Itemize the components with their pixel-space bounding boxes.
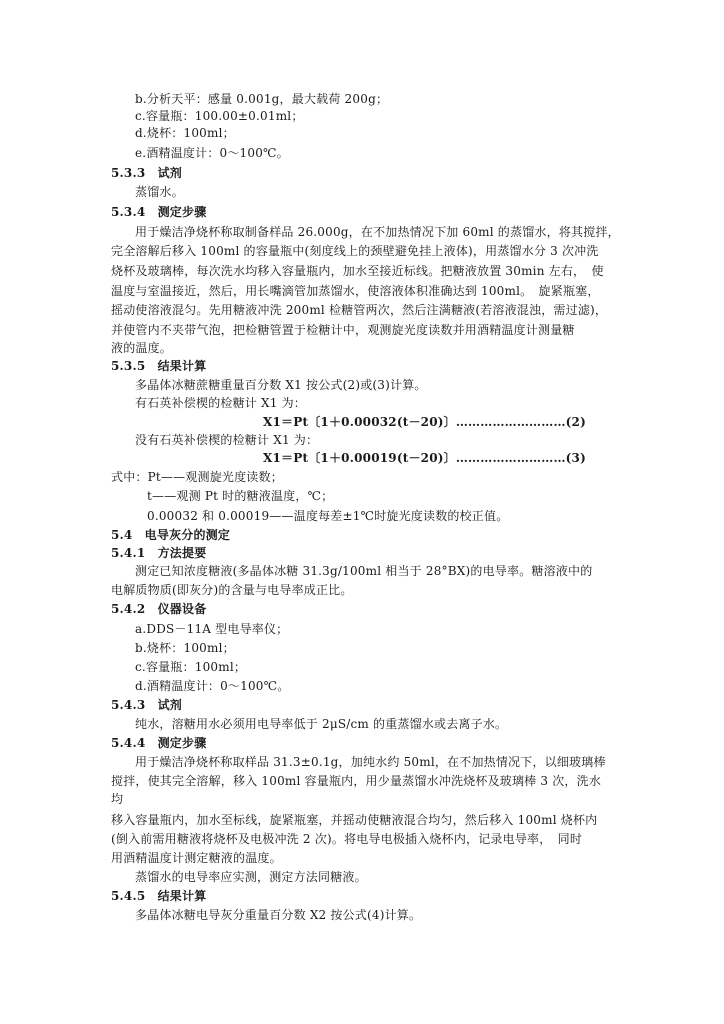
text-line: 多晶体冰糖电导灰分重量百分数 X2 按公式(4)计算。 <box>135 908 422 922</box>
section-heading: 5.4.1 方法提要 <box>111 546 207 560</box>
text-line: b.分析天平：感量 0.001g，最大载荷 200g； <box>135 92 389 106</box>
text-line: c.容量瓶：100ml； <box>135 660 247 674</box>
paragraph-line: 用于燥洁净烧杯称取制备样品 26.000g，在不加热情况下加 60ml 的蒸馏水，将其搅拌， <box>135 225 620 239</box>
paragraph-line: 移入容量瓶内，加水至标线，旋紧瓶塞，并摇动使糖液混合均匀，然后移入 100ml 烧杯内 <box>111 813 598 827</box>
formula-2: X1＝Pt〔1＋0.00032(t－20)〕………………………(2) <box>263 415 586 429</box>
section-heading: 5.3.3 试剂 <box>111 166 183 180</box>
text-line: t——观测 Pt 时的糖液温度，℃； <box>147 489 334 503</box>
paragraph-line: (倒入前需用糖液将烧杯及电极冲洗 2 次)。将电导电极插入烧杯内，记录电导率， 同时 <box>111 832 583 846</box>
paragraph-line: 温度与室温接近，然后，用长嘴滴管加蒸馏水，使溶液体积准确达到 100ml。 旋紧瓶塞， <box>111 284 600 298</box>
text-line: 蒸馏水。 <box>135 185 184 199</box>
text-line: d.烧杯：100ml； <box>135 126 235 140</box>
section-heading: 5.4.4 测定步骤 <box>111 736 207 750</box>
text-line: c.容量瓶：100.00±0.01ml； <box>135 109 304 123</box>
paragraph-line: 并使管内不夹带气泡，把检糖管置于检糖计中，观测旋光度读数并用酒精温度计测量糖 <box>111 323 575 337</box>
formula-3: X1＝Pt〔1＋0.00019(t－20)〕………………………(3) <box>263 451 586 465</box>
section-heading: 5.4.5 结果计算 <box>111 889 207 903</box>
paragraph-line: 液的温度。 <box>111 341 173 355</box>
section-heading: 5.4.3 试剂 <box>111 698 183 712</box>
text-line: 式中：Pt——观测旋光度读数； <box>111 470 283 484</box>
section-heading: 5.4 电导灰分的测定 <box>111 528 231 542</box>
paragraph-line: 烧杯及玻璃棒，每次洗水均移入容量瓶内，加水至接近标线。把糖液放置 30min 左右， 使 <box>111 264 604 278</box>
text-line: 纯水，溶糖用水必须用电导率低于 2μS/cm 的重蒸馏水或去离子水。 <box>135 717 508 731</box>
paragraph-line: 测定已知浓度糖液(多晶体冰糖 31.3g/100ml 相当于 28°BX)的电导率。糖溶液中的 <box>135 564 593 578</box>
text-line: 蒸馏水的电导率应实测，测定方法同糖液。 <box>135 870 367 884</box>
paragraph-line: 用于燥洁净烧杯称取样品 31.3±0.1g，加纯水约 50ml，在不加热情况下，以细玻璃棒 <box>135 755 606 769</box>
paragraph-line: 搅拌，使其完全溶解，移入 100ml 容量瓶内，用少量蒸馏水冲洗烧杯及玻璃棒 3 次，洗水 <box>111 774 602 788</box>
section-heading: 5.3.4 测定步骤 <box>111 205 207 219</box>
text-line: 0.00032 和 0.00019——温度每差±1℃时旋光度读数的校正值。 <box>147 509 509 523</box>
paragraph-line: 完全溶解后移入 100ml 的容量瓶中(刻度线上的颈壁避免挂上液体)，用蒸馏水分 3 次冲洗 <box>111 244 599 258</box>
paragraph-line: 均 <box>111 792 124 806</box>
text-line: 有石英补偿楔的检糖计 X1 为： <box>135 396 307 410</box>
text-line: e.酒精温度计：0～100℃。 <box>135 146 289 160</box>
section-heading: 5.4.2 仪器设备 <box>111 602 207 616</box>
text-line: 没有石英补偿楔的检糖计 X1 为： <box>135 433 319 447</box>
paragraph-line: 摇动使溶液混匀。先用糖液冲洗 200ml 检糖管两次，然后注满糖液(若溶液混浊，需过滤)， <box>111 303 608 317</box>
text-line: d.酒精温度计：0～100℃。 <box>135 679 290 693</box>
paragraph-line: 电解质物质(即灰分)的含量与电导率成正比。 <box>111 583 353 597</box>
text-line: b.烧杯：100ml； <box>135 641 235 655</box>
text-line: a.DDS－11A 型电导率仪； <box>135 622 289 636</box>
text-line: 多晶体冰糖蔗糖重量百分数 X1 按公式(2)或(3)计算。 <box>135 378 427 392</box>
paragraph-line: 用酒精温度计测定糖液的温度。 <box>111 851 282 865</box>
section-heading: 5.3.5 结果计算 <box>111 359 207 373</box>
